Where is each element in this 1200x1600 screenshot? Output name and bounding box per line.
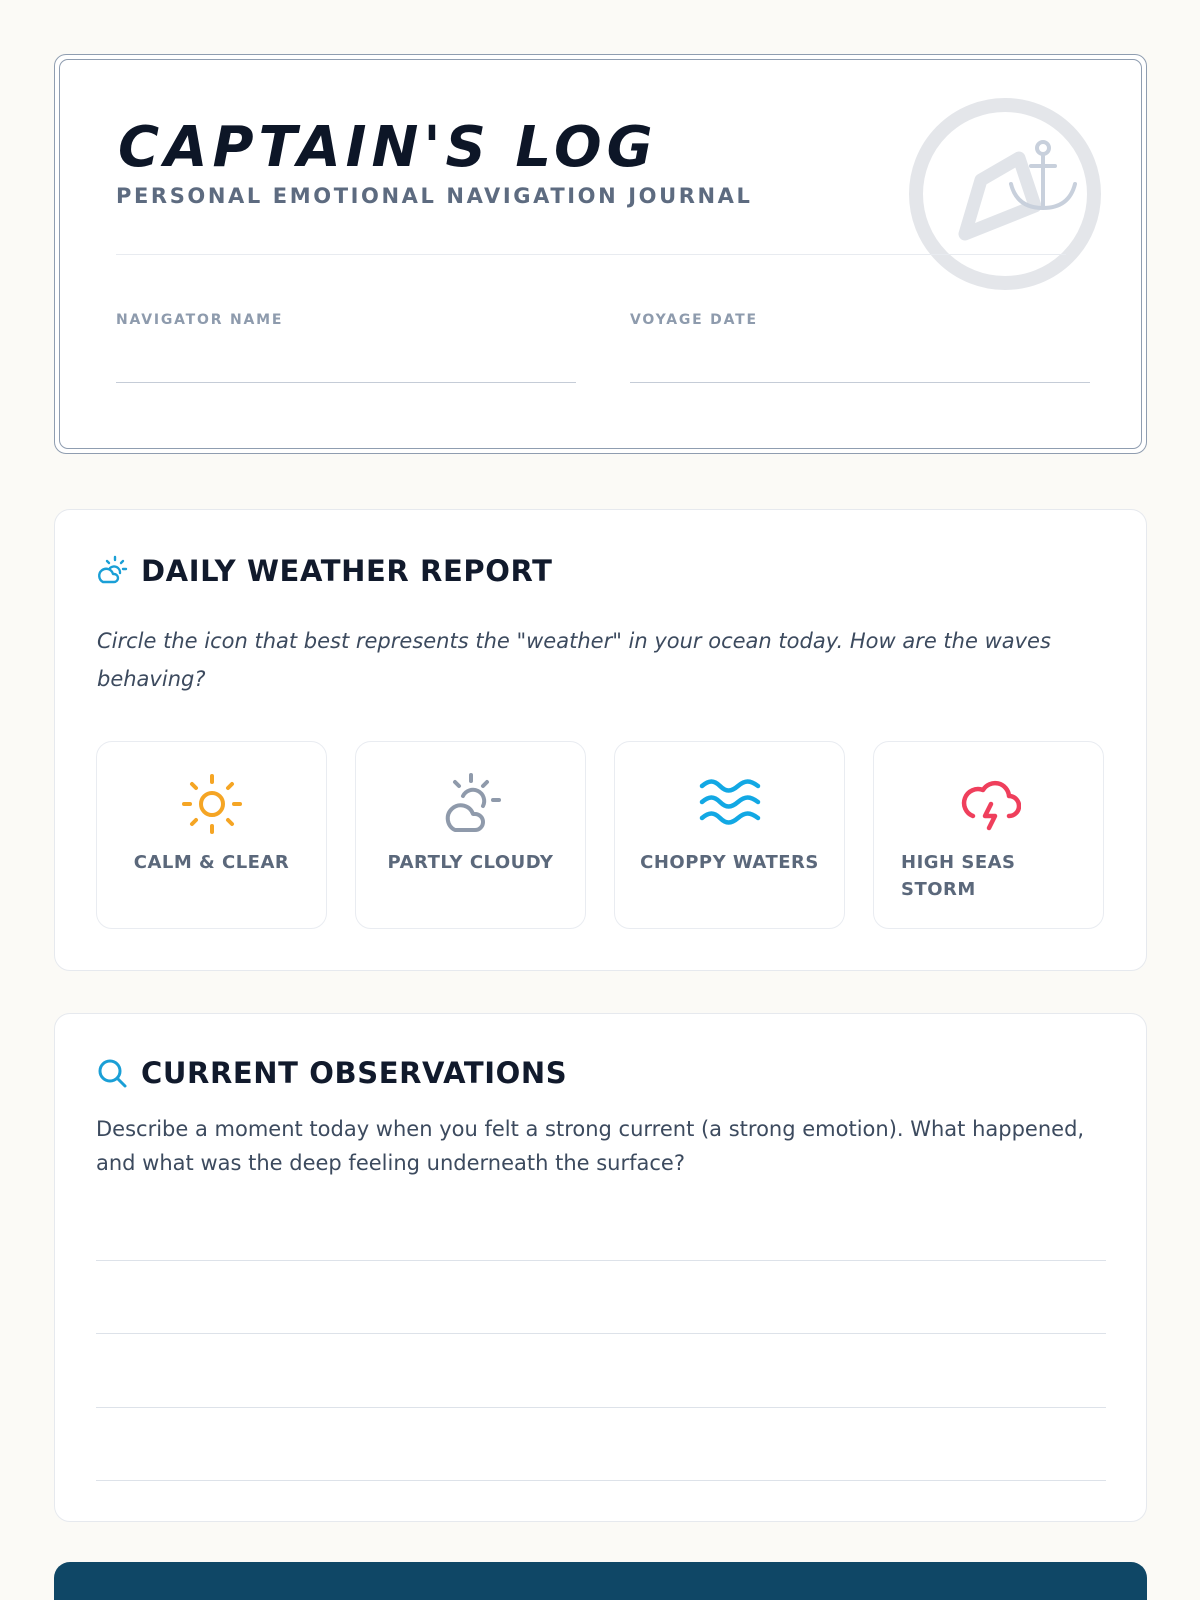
log-header-card: [54, 54, 1147, 454]
navigator-name-label: NAVIGATOR NAME: [116, 312, 284, 328]
writing-line[interactable]: [96, 1333, 1106, 1334]
voyage-date-field[interactable]: [630, 312, 1090, 383]
weather-instructions: Circle the icon that best represents the "weather" in your ocean today. How are the waves behaving?: [97, 629, 1051, 691]
waves-icon: [698, 772, 762, 836]
writing-line[interactable]: [96, 1260, 1106, 1261]
search-icon: [95, 1056, 129, 1090]
voyage-date-label: VOYAGE DATE: [630, 312, 758, 328]
weather-options: [96, 741, 1104, 929]
page-title: CAPTAIN'S LOG: [118, 115, 658, 180]
weather-section-header: [95, 554, 553, 588]
mood-label: CHOPPY WATERS: [640, 852, 819, 873]
mood-option-choppy[interactable]: [614, 741, 845, 929]
page-subtitle: PERSONAL EMOTIONAL NAVIGATION JOURNAL: [116, 184, 753, 208]
navigator-name-line[interactable]: [116, 382, 576, 383]
writing-line[interactable]: [96, 1480, 1106, 1481]
log-header-inner: [59, 59, 1142, 449]
mood-option-calm[interactable]: [96, 741, 327, 929]
mood-label: PARTLY CLOUDY: [387, 852, 554, 873]
storm-icon: [957, 772, 1021, 836]
weather-section-title: DAILY WEATHER REPORT: [141, 554, 553, 588]
weather-report-card: [54, 509, 1147, 971]
footer-section-banner: [54, 1562, 1147, 1600]
mood-option-partly-cloudy[interactable]: [355, 741, 586, 929]
observations-prompt: Describe a moment today when you felt a strong current (a strong emotion). What happened, and what was the deep feeling underneath the surface?: [96, 1117, 1085, 1175]
writing-line[interactable]: [96, 1407, 1106, 1408]
observations-section-title: CURRENT OBSERVATIONS: [141, 1056, 568, 1090]
observations-card: [54, 1013, 1147, 1522]
header-divider: [116, 254, 1066, 255]
cloud-sun-icon: [439, 772, 503, 836]
navigator-name-field[interactable]: [116, 312, 576, 383]
mood-label: CALM & CLEAR: [133, 852, 290, 873]
observations-section-header: [95, 1056, 567, 1090]
compass-anchor-icon: [907, 96, 1103, 292]
mood-label: HIGH SEAS STORM: [901, 852, 1016, 900]
partly-cloudy-icon: [95, 554, 129, 588]
mood-option-storm[interactable]: [873, 741, 1104, 929]
voyage-date-line[interactable]: [630, 382, 1090, 383]
sun-icon: [180, 772, 244, 836]
